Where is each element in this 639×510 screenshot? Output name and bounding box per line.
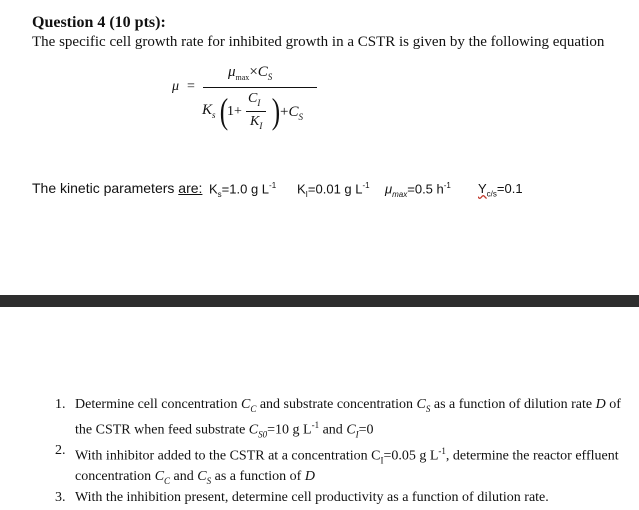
q1-exp: -1 <box>311 420 320 431</box>
eq-ci-i: I <box>257 97 261 108</box>
kinetic-label-underlined: are: <box>178 180 203 196</box>
list-item-number: 3. <box>55 489 66 505</box>
q1-cs0: C <box>248 422 259 438</box>
list-item-text <box>75 443 625 489</box>
list-item-number: 2. <box>55 443 66 459</box>
eq-num-c: C <box>257 64 268 80</box>
q2-text-4: and <box>170 469 198 485</box>
question-list <box>55 397 625 506</box>
list-item-text <box>75 397 625 443</box>
q1-text-3: as a function of dilution rate <box>430 397 596 412</box>
q2-cc: C <box>154 469 165 485</box>
q2-text-3: , determine the reactor effluent concentration <box>75 448 619 485</box>
eq-paren-left: ( <box>219 91 229 131</box>
q2-cc-sub: C <box>164 476 171 486</box>
param-ks-sub: s <box>217 189 222 199</box>
q2-text-1: With inhibitor added to the CSTR at a concentration <box>75 448 372 464</box>
param-ki-sym: K <box>297 181 306 197</box>
param-yield <box>478 181 523 199</box>
eq-num-s: S <box>267 72 273 82</box>
eq-ks <box>202 102 216 120</box>
q1-cs: C <box>416 397 426 412</box>
q1-cc: C <box>240 397 251 412</box>
eq-ci-c: C <box>248 91 258 106</box>
q1-text-5: =10 g L <box>267 422 312 438</box>
param-ks <box>209 181 276 199</box>
q1-d: D <box>595 397 606 412</box>
list-item-text: With the inhibition present, determine cell productivity as a function of dilution rate. <box>75 489 549 505</box>
eq-num-mu: μ <box>228 64 236 80</box>
q2-ci: C <box>371 448 381 464</box>
param-yield-sub: c/s <box>486 189 497 199</box>
q1-cs0-sub: S0 <box>258 429 268 440</box>
q2-text-2: =0.05 g L <box>383 448 439 464</box>
eq-cs-c: C <box>288 104 299 120</box>
q1-text-7: =0 <box>358 422 374 438</box>
question-title: Question 4 (10 pts): <box>32 14 166 31</box>
param-mumax-value: =0.5 h <box>407 181 444 197</box>
param-yield-sym: Y <box>478 181 487 196</box>
list-item-number: 1. <box>55 397 66 412</box>
q1-text-4: of the CSTR when feed substrate <box>75 397 621 438</box>
param-ki-exp: -1 <box>362 181 370 190</box>
eq-paren-right: ) <box>271 91 281 131</box>
q1-ci: C <box>346 422 356 438</box>
eq-mu: μ <box>172 79 180 94</box>
q2-cs-sub: S <box>206 476 212 486</box>
q2-ci-sub: I <box>380 455 384 466</box>
param-mumax-sym: μ <box>385 181 393 197</box>
q2-d: D <box>304 469 315 485</box>
q1-cs-sub: S <box>425 403 431 414</box>
q2-text-5: as a function of <box>211 469 305 485</box>
eq-fraction-bar <box>203 87 317 88</box>
question-intro: The specific cell growth rate for inhibited growth in a CSTR is given by the following equation <box>32 34 605 50</box>
param-ki-value: =0.01 g L <box>307 181 363 197</box>
q1-text-2: and substrate concentration <box>256 397 417 412</box>
param-ks-exp: -1 <box>269 181 277 190</box>
param-ki-sub: I <box>305 189 308 199</box>
eq-ci <box>248 91 260 108</box>
eq-ks-s: s <box>212 110 216 120</box>
eq-one-plus: 1+ <box>227 104 242 119</box>
param-mumax-sub: max <box>392 189 408 199</box>
list-item <box>55 490 625 507</box>
param-mumax-exp: -1 <box>443 181 451 190</box>
eq-equals: = <box>187 79 195 94</box>
eq-plus: + <box>280 104 289 120</box>
eq-inner-fraction-bar <box>246 111 266 112</box>
q1-text-6: and <box>319 422 347 438</box>
eq-ks-k: K <box>202 102 213 118</box>
list-item <box>55 443 625 489</box>
param-ks-value: =1.0 g L <box>221 181 270 197</box>
q1-text-1: Determine cell concentration <box>75 397 241 412</box>
param-ki <box>297 181 370 199</box>
eq-num-times: × <box>249 64 258 80</box>
eq-ki-k: K <box>250 114 260 129</box>
kinetic-label-prefix: The kinetic parameters <box>32 180 179 196</box>
q2-exp: -1 <box>438 446 446 457</box>
eq-plus-cs <box>280 104 303 122</box>
eq-numerator <box>228 64 272 82</box>
q1-cc-sub: C <box>250 403 257 414</box>
list-item <box>55 397 625 443</box>
eq-num-max: max <box>235 73 250 82</box>
eq-cs-s: S <box>298 112 303 122</box>
eq-ki <box>250 114 262 131</box>
section-divider <box>0 295 639 307</box>
param-ks-sym: K <box>209 181 218 197</box>
q2-cs: C <box>197 469 207 485</box>
kinetic-parameters-label <box>32 180 202 196</box>
q1-ci-sub: I <box>355 429 359 440</box>
param-mumax <box>385 181 451 199</box>
param-yield-value: =0.1 <box>496 181 523 196</box>
eq-ki-i: I <box>259 120 263 131</box>
